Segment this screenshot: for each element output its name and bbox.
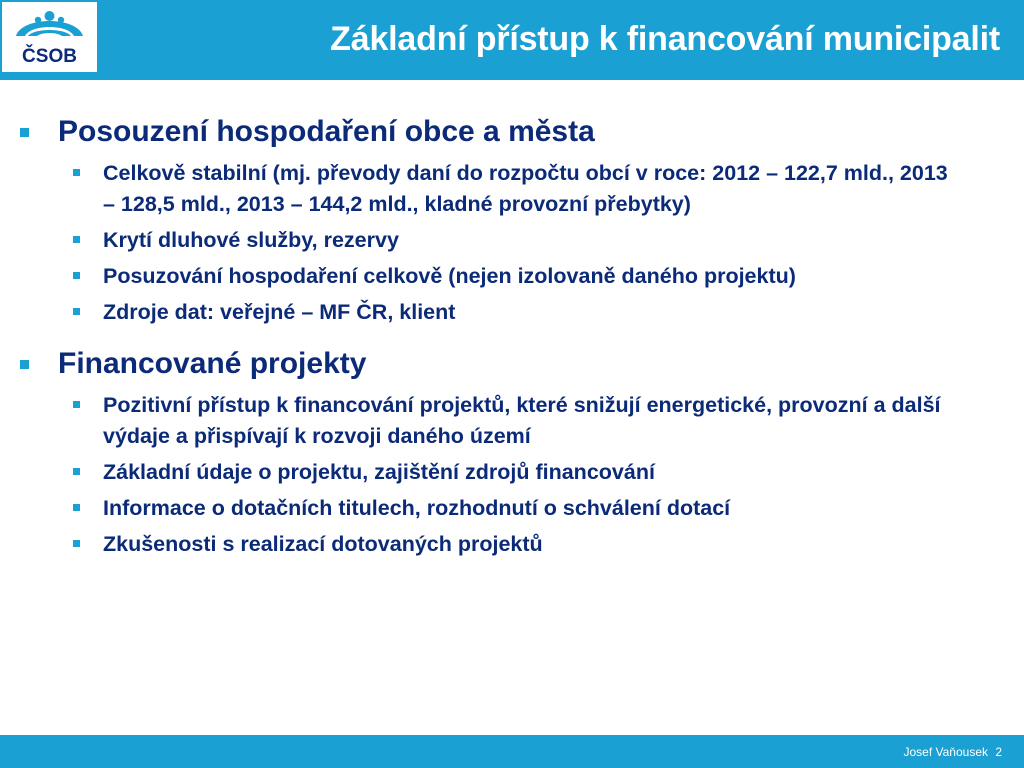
list-item <box>103 529 953 560</box>
slide-title: Základní přístup k financování municipalit <box>330 20 1000 58</box>
list-item <box>103 297 953 328</box>
list-item <box>103 457 953 488</box>
list-item-text: Základní údaje o projektu, zajištění zdrojů financování <box>103 460 655 484</box>
section-heading <box>58 112 1024 152</box>
header-bar <box>0 0 1024 80</box>
list-item <box>103 158 953 220</box>
list-item <box>103 390 953 452</box>
square-bullet-icon <box>20 360 29 369</box>
section-heading-text: Financované projekty <box>58 347 367 380</box>
list-item <box>103 493 953 524</box>
square-bullet-icon <box>73 308 80 315</box>
square-bullet-icon <box>73 540 80 547</box>
page-number: 2 <box>995 745 1002 759</box>
list-item-text: Zkušenosti s realizací dotovaných projektů <box>103 532 543 556</box>
list-item-text: Posuzování hospodaření celkově (nejen izolovaně daného projektu) <box>103 264 796 288</box>
slide-content <box>0 112 1024 565</box>
square-bullet-icon <box>20 128 29 137</box>
square-bullet-icon <box>73 272 80 279</box>
list-item-text: Celkově stabilní (mj. převody daní do rozpočtu obcí v roce: 2012 – 122,7 mld., 2013 – 128,5 mld., 2013 – 144,2 mld., kladné provozní přebytky) <box>103 161 948 216</box>
list-item <box>103 261 953 292</box>
footer-bar <box>0 735 1024 768</box>
list-item-text: Pozitivní přístup k financování projektů, které snižují energetické, provozní a další výdaje a přispívají k rozvoji daného území <box>103 393 941 448</box>
bullet-list <box>0 158 1024 328</box>
square-bullet-icon <box>73 236 80 243</box>
csob-logo <box>2 2 97 72</box>
square-bullet-icon <box>73 468 80 475</box>
square-bullet-icon <box>73 504 80 511</box>
section-heading <box>58 344 1024 384</box>
list-item-text: Krytí dluhové služby, rezervy <box>103 228 399 252</box>
section-projekty <box>0 344 1024 560</box>
square-bullet-icon <box>73 401 80 408</box>
logo-wordmark: ČSOB <box>22 46 77 67</box>
list-item <box>103 225 953 256</box>
section-heading-text: Posouzení hospodaření obce a města <box>58 115 595 148</box>
list-item-text: Informace o dotačních titulech, rozhodnutí o schválení dotací <box>103 496 731 520</box>
square-bullet-icon <box>73 169 80 176</box>
footer-author: Josef Vaňousek <box>903 745 988 759</box>
section-hospodareni <box>0 112 1024 328</box>
bullet-list <box>0 390 1024 560</box>
csob-logo-icon <box>2 2 97 72</box>
list-item-text: Zdroje dat: veřejné – MF ČR, klient <box>103 300 456 324</box>
